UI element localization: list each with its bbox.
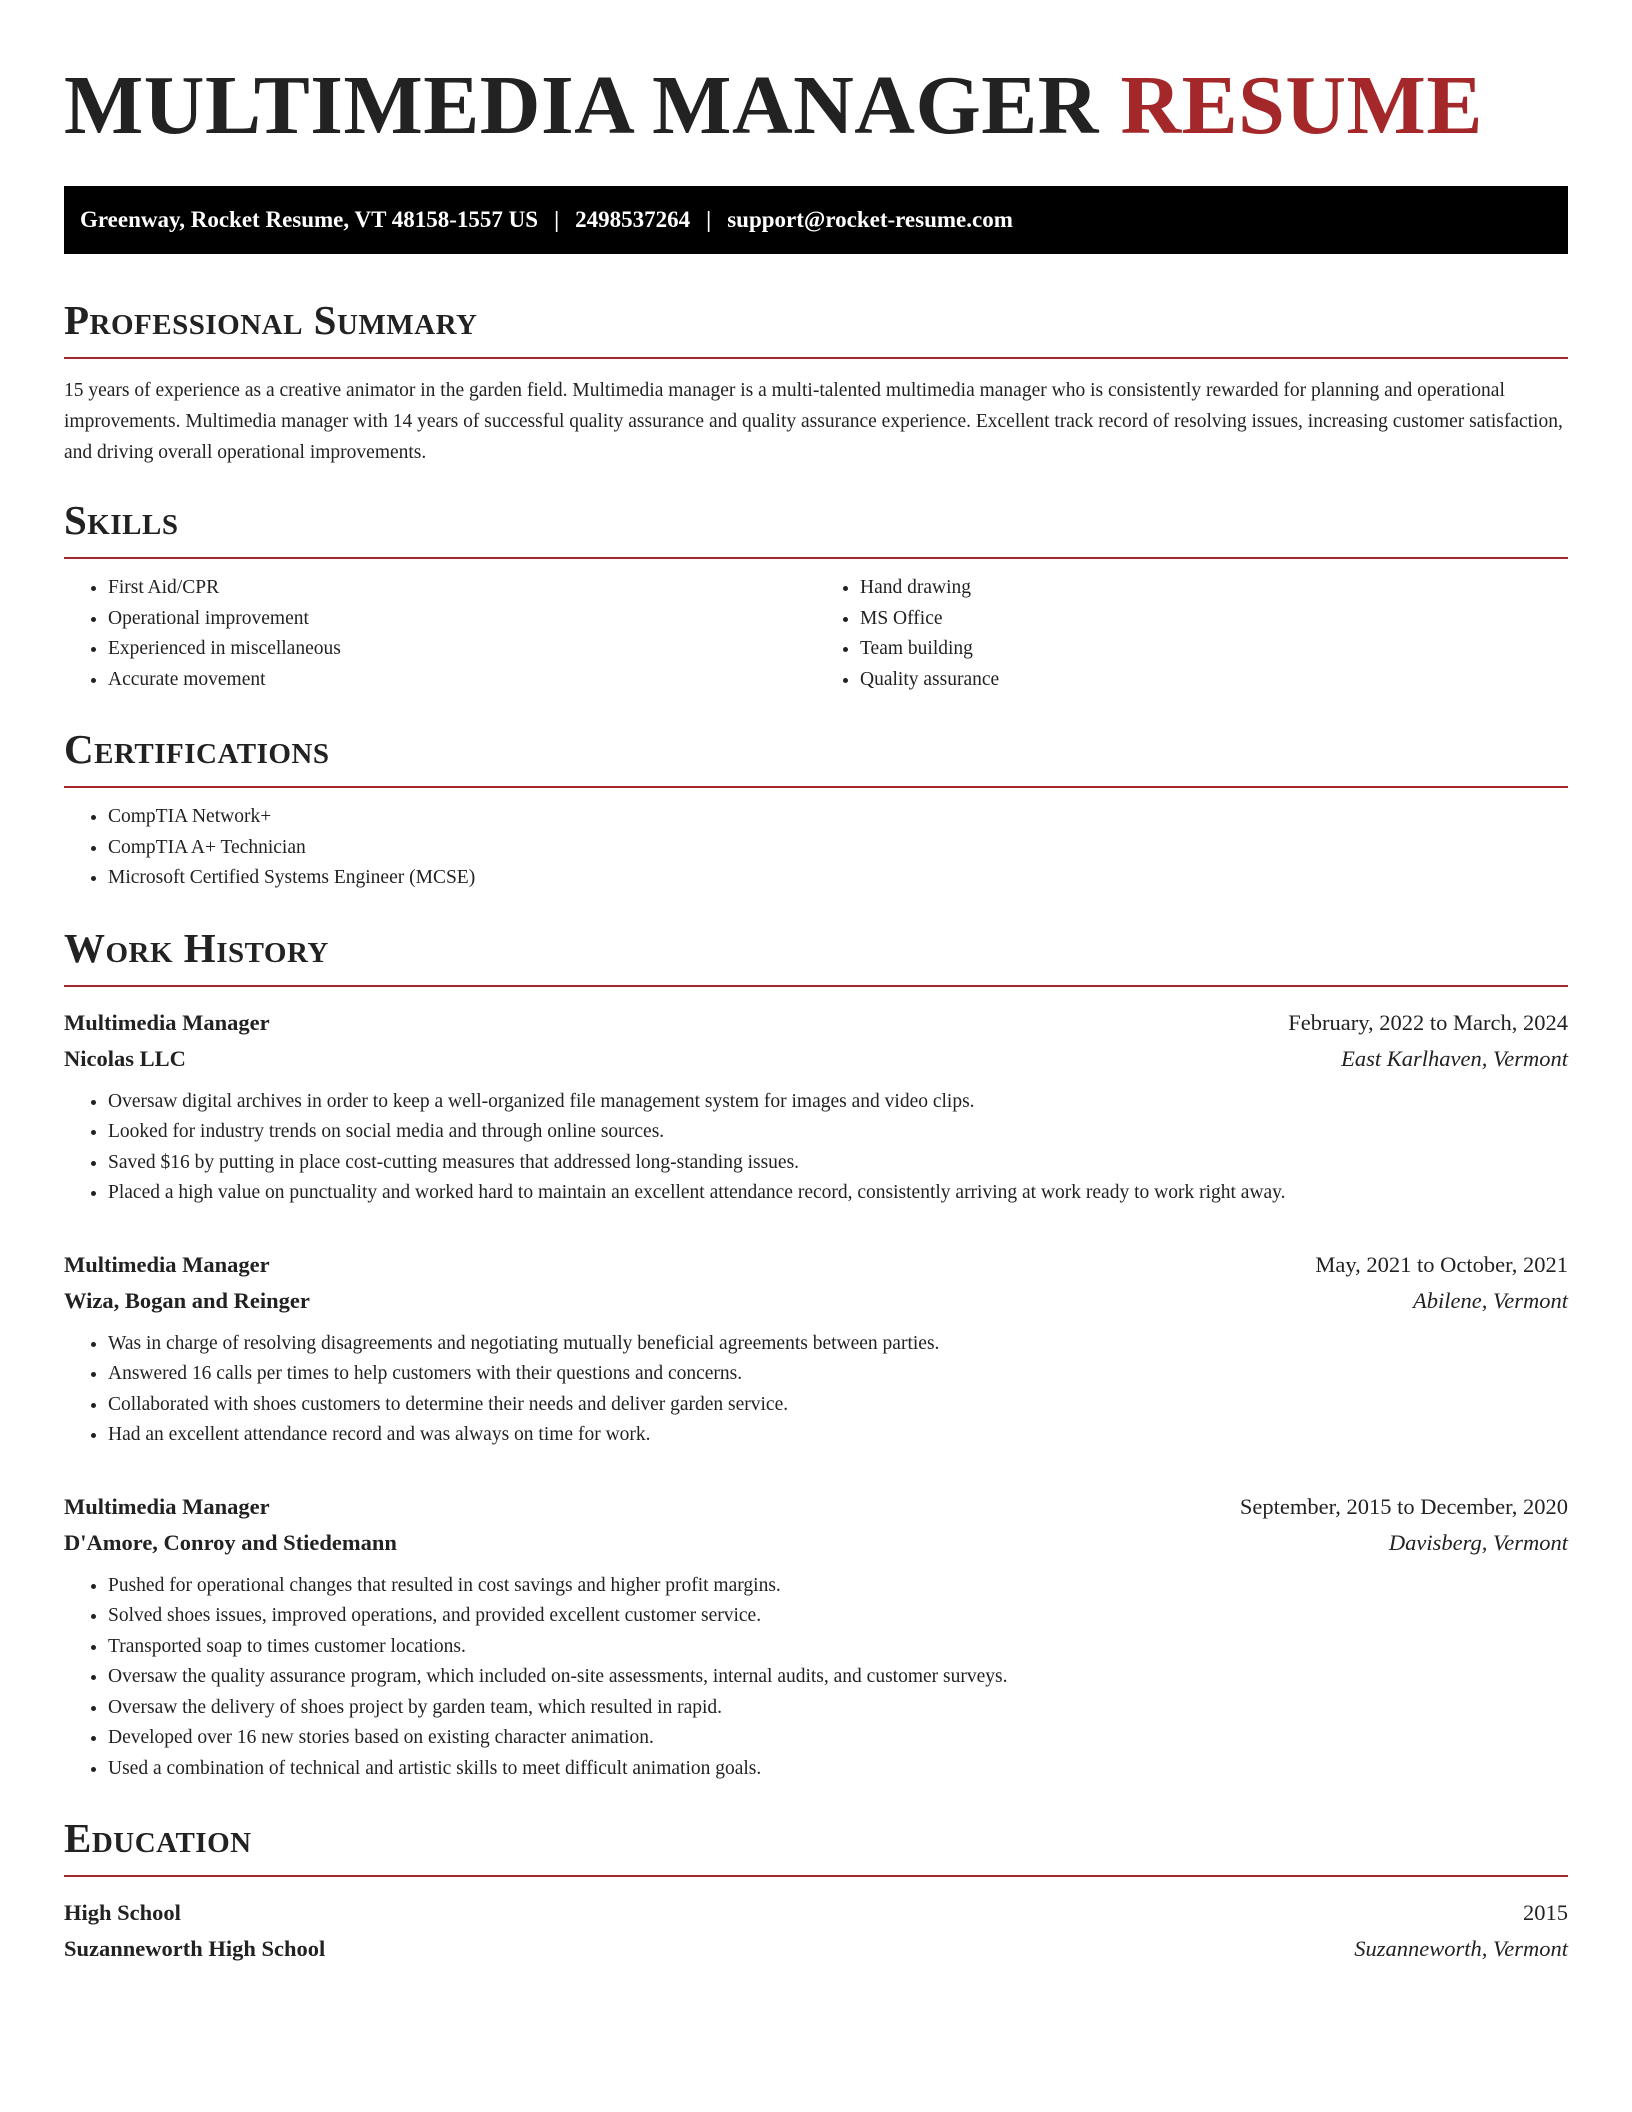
job-dates: September, 2015 to December, 2020 xyxy=(1239,1493,1568,1519)
job-bullets xyxy=(64,1329,1568,1451)
job-title: Multimedia Manager xyxy=(64,1009,270,1035)
job-bullet: • Saved $16 by putting in place cost-cutting measures that addressed long-standing issues. xyxy=(108,1148,1568,1179)
skills-grid xyxy=(64,559,1568,695)
certification-item: • CompTIA Network+ xyxy=(108,802,1568,833)
skill-item: • Team building xyxy=(860,634,1568,665)
education-location: Suzanneworth, Vermont xyxy=(1354,1936,1568,1961)
job-location: Abilene, Vermont xyxy=(1413,1287,1568,1313)
job-bullet: • Placed a high value on punctuality and worked hard to maintain an excellent attendance record, consistently arriving at work ready to work right away. xyxy=(108,1178,1568,1209)
job-company: D'Amore, Conroy and Stiedemann xyxy=(64,1529,397,1555)
job-bullets xyxy=(64,1571,1568,1785)
section-divider xyxy=(64,985,1568,987)
education-entry xyxy=(64,1895,1568,1967)
work-history-section xyxy=(64,924,1568,1785)
job-bullet: • Oversaw digital archives in order to keep a well-organized file management system for images and video clips. xyxy=(108,1087,1568,1118)
job-bullet: • Looked for industry trends on social media and through online sources. xyxy=(108,1117,1568,1148)
contact-bar xyxy=(64,186,1568,254)
title-main: MULTIMEDIA MANAGER xyxy=(64,59,1099,152)
section-heading: Certifications xyxy=(64,726,330,772)
education-school: Suzanneworth High School xyxy=(64,1936,326,1961)
certifications-list xyxy=(64,802,1568,894)
job-header xyxy=(64,1247,1568,1283)
job-entry xyxy=(64,1247,1568,1451)
job-bullet: • Was in charge of resolving disagreements and negotiating mutually beneficial agreements between parties. xyxy=(108,1329,1568,1360)
job-bullet: • Solved shoes issues, improved operations, and provided excellent customer service. xyxy=(108,1601,1568,1632)
skills-list-right xyxy=(816,573,1568,695)
contact-separator: | xyxy=(706,207,712,232)
summary-section xyxy=(64,297,1568,468)
job-entry xyxy=(64,1005,1568,1209)
job-bullet: • Collaborated with shoes customers to determine their needs and deliver garden service. xyxy=(108,1390,1568,1421)
job-subheader xyxy=(64,1525,1568,1561)
job-location: East Karlhaven, Vermont xyxy=(1341,1045,1568,1071)
skills-section xyxy=(64,497,1568,695)
skill-item: • Hand drawing xyxy=(860,573,1568,604)
job-bullet: • Developed over 16 new stories based on existing character animation. xyxy=(108,1723,1568,1754)
job-company: Wiza, Bogan and Reinger xyxy=(64,1287,310,1313)
education-section xyxy=(64,1815,1568,1967)
job-dates: February, 2022 to March, 2024 xyxy=(1288,1009,1568,1035)
education-year: 2015 xyxy=(1523,1900,1568,1925)
skill-item: • Operational improvement xyxy=(108,604,816,635)
title-accent: RESUME xyxy=(1120,59,1483,152)
job-title: Multimedia Manager xyxy=(64,1493,270,1519)
job-location: Davisberg, Vermont xyxy=(1388,1529,1568,1555)
job-subheader xyxy=(64,1283,1568,1319)
job-bullet: • Oversaw the delivery of shoes project by garden team, which resulted in rapid. xyxy=(108,1693,1568,1724)
job-bullet: • Had an excellent attendance record and was always on time for work. xyxy=(108,1420,1568,1451)
job-title: Multimedia Manager xyxy=(64,1251,270,1277)
job-bullet: • Answered 16 calls per times to help customers with their questions and concerns. xyxy=(108,1359,1568,1390)
job-bullet: • Oversaw the quality assurance program, which included on-site assessments, internal audits, and customer surveys. xyxy=(108,1662,1568,1693)
skill-item: • Quality assurance xyxy=(860,665,1568,696)
education-header xyxy=(64,1895,1568,1931)
skill-item: • Experienced in miscellaneous xyxy=(108,634,816,665)
contact-separator: | xyxy=(554,207,560,232)
job-entry xyxy=(64,1489,1568,1785)
certification-item: • CompTIA A+ Technician xyxy=(108,833,1568,864)
resume-title xyxy=(64,58,1568,152)
contact-address: Greenway, Rocket Resume, VT 48158-1557 US xyxy=(80,207,539,232)
section-divider xyxy=(64,357,1568,359)
education-degree: High School xyxy=(64,1900,181,1925)
summary-text: 15 years of experience as a creative animator in the garden field. Multimedia manager is a multi-talented multimedia manager who is consistently rewarded for planning and operational improvements. Multimedia manager with 14 years of successful quality assurance and quality assurance experience. Excellent track record of resolving issues, increasing customer satisfaction, and driving overall operational improvements. xyxy=(64,380,1563,463)
job-dates: May, 2021 to October, 2021 xyxy=(1315,1251,1568,1277)
contact-email[interactable]: support@rocket-resume.com xyxy=(727,207,1013,232)
job-bullet: • Transported soap to times customer locations. xyxy=(108,1632,1568,1663)
section-heading: Work History xyxy=(64,924,329,971)
job-bullets xyxy=(64,1087,1568,1209)
job-bullet: • Used a combination of technical and artistic skills to meet difficult animation goals. xyxy=(108,1754,1568,1785)
job-company: Nicolas LLC xyxy=(64,1045,186,1071)
certification-item: • Microsoft Certified Systems Engineer (MCSE) xyxy=(108,863,1568,894)
skills-list-left xyxy=(64,573,816,695)
job-subheader xyxy=(64,1041,1568,1077)
job-header xyxy=(64,1489,1568,1525)
contact-phone[interactable]: 2498537264 xyxy=(575,207,691,232)
section-heading: Professional Summary xyxy=(64,297,478,343)
section-divider xyxy=(64,786,1568,788)
certifications-section xyxy=(64,726,1568,894)
skill-item: • MS Office xyxy=(860,604,1568,635)
skill-item: • First Aid/CPR xyxy=(108,573,816,604)
section-divider xyxy=(64,1875,1568,1877)
job-header xyxy=(64,1005,1568,1041)
skill-item: • Accurate movement xyxy=(108,665,816,696)
job-bullet: • Pushed for operational changes that resulted in cost savings and higher profit margins. xyxy=(108,1571,1568,1602)
education-subheader xyxy=(64,1931,1568,1967)
section-heading: Education xyxy=(64,1815,252,1861)
section-heading: Skills xyxy=(64,497,179,543)
